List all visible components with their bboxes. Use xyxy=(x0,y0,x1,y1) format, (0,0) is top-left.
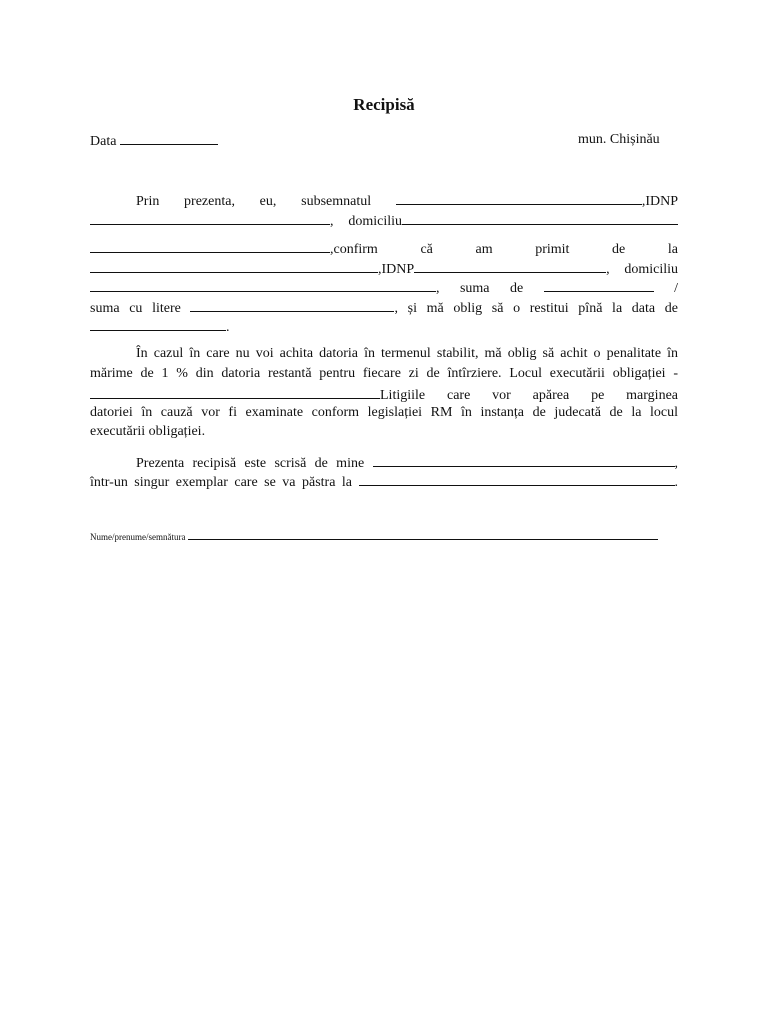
city-label: mun. Chișinău xyxy=(578,132,660,147)
para1-line-5 xyxy=(90,277,678,299)
sum-label: , suma de xyxy=(436,281,524,296)
name-blank[interactable] xyxy=(396,190,642,205)
idnp2-label: ,IDNP xyxy=(378,262,415,277)
para3-line-2 xyxy=(90,471,678,493)
creditor-blank[interactable] xyxy=(90,258,378,273)
sum-words-blank[interactable] xyxy=(190,297,394,312)
execution-place-blank[interactable] xyxy=(90,384,380,399)
idnp-label: ,IDNP xyxy=(641,194,678,209)
domicile-cont-blank[interactable] xyxy=(90,238,330,253)
kept-at-blank[interactable] xyxy=(359,471,675,486)
para1-end: . xyxy=(226,320,230,335)
para3-text-2: într-un singur exemplar care se va păstra la xyxy=(90,475,353,490)
confirm-text: ,confirm că am primit de la xyxy=(330,242,678,257)
signature-row xyxy=(90,530,658,542)
para3-comma: , xyxy=(674,456,679,471)
domicile-label: , domiciliu xyxy=(330,214,402,229)
slash-text: / xyxy=(674,281,679,296)
date-row xyxy=(90,130,218,152)
domicile2-blank[interactable] xyxy=(90,277,436,292)
document-title: Recipisă xyxy=(353,95,415,114)
oblige-text: , și mă oblig să o restitui pînă la data de xyxy=(394,301,678,316)
para1-line-3 xyxy=(90,238,678,260)
para1-line-1 xyxy=(90,190,678,212)
para3-text-1: Prezenta recipisă este scrisă de mine xyxy=(136,456,365,471)
idnp2-blank[interactable] xyxy=(414,258,606,273)
signature-blank[interactable] xyxy=(188,530,658,540)
return-date-blank[interactable] xyxy=(90,316,226,331)
para2-line-5: executării obligației. xyxy=(90,424,206,439)
written-by-blank[interactable] xyxy=(373,452,675,467)
domicile-blank[interactable] xyxy=(402,210,678,225)
para2-line-4: datoriei în cauză vor fi examinate conform legislației RM în instanța de judecată de la locul xyxy=(90,405,678,420)
para2-text-1: În cazul în care nu voi achita datoria în termenul stabilit, mă oblig să achit o penalitate în xyxy=(136,346,678,361)
idnp-blank[interactable] xyxy=(90,210,330,225)
date-label: Data xyxy=(90,134,117,149)
para2-line-2: mărime de 1 % din datoria restantă pentru fiecare zi de întîrziere. Locul executării obligației - xyxy=(90,366,678,381)
date-blank[interactable] xyxy=(120,130,218,145)
sum-blank[interactable] xyxy=(544,277,654,292)
para1-line-2 xyxy=(90,210,678,232)
para2-text-3: Litigiile care vor apărea pe marginea xyxy=(380,388,678,403)
intro-text: Prin prezenta, eu, subsemnatul xyxy=(136,194,372,209)
para2-line-1 xyxy=(90,344,678,364)
sum-words-label: suma cu litere xyxy=(90,301,181,316)
signature-label: Nume/prenume/semnătura xyxy=(90,532,186,542)
para1-line-7 xyxy=(90,316,230,338)
domicile2-label: , domiciliu xyxy=(606,262,678,277)
para3-end: . xyxy=(674,475,678,490)
